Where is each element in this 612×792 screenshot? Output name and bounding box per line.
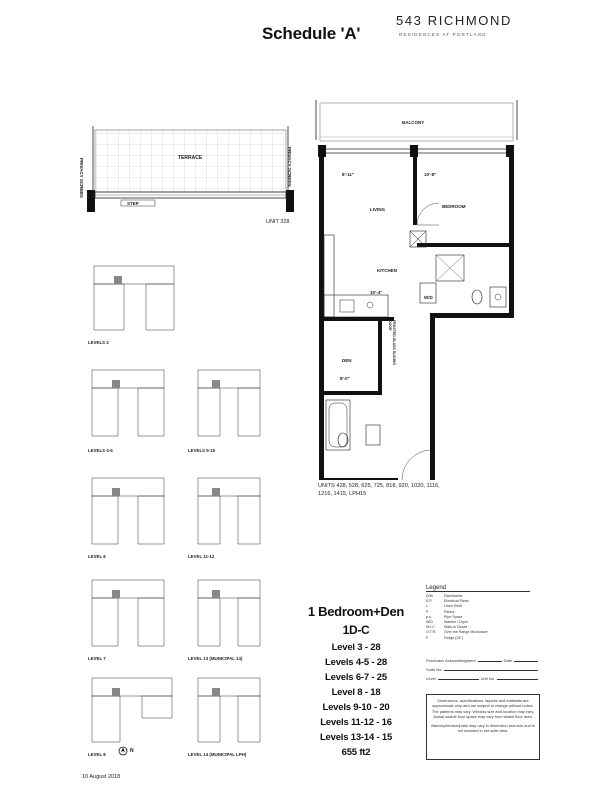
suite-info — [291, 604, 421, 760]
key-plan-label: LEVEL 6 — [88, 554, 106, 559]
key-plan-thumbnail — [84, 258, 184, 338]
key-plan-label: LEVEL 14 (MUNICIPAL LPH) — [188, 752, 247, 757]
suite-type: 1 Bedroom+Den — [307, 604, 405, 619]
terrace-label: TERRACE — [178, 155, 203, 161]
level-field[interactable] — [438, 679, 479, 680]
legend-code: D/W — [426, 594, 433, 598]
bedroom-dim: 10'-8" — [424, 172, 437, 177]
unit-no-field[interactable] — [497, 679, 538, 680]
legend-code: L — [426, 604, 428, 609]
date-label: Date — [503, 658, 513, 663]
key-plan-thumbnail — [190, 470, 270, 550]
privacy-screen-label: PRIVACY SCREEN — [287, 147, 292, 187]
legend-desc: Washer / Dryer — [444, 620, 469, 625]
terrace-plan — [85, 122, 300, 222]
den-label: DEN — [342, 358, 352, 363]
document-date: 10 August 2018 — [82, 774, 121, 780]
legend-desc: Pantry — [444, 609, 455, 614]
living-dim: 8'-11" — [342, 172, 354, 177]
suite-area: 655 ft2 — [341, 747, 371, 758]
key-plan-label: LEVEL 8 — [88, 752, 106, 757]
suite-no-field[interactable] — [444, 670, 538, 671]
legend-code: O.T.R. — [426, 630, 437, 635]
legend-desc: Over the Range Microwave — [444, 630, 488, 635]
key-plan-thumbnail — [84, 470, 174, 550]
north-arrow-icon — [118, 746, 128, 756]
den-dim: 8'-0" — [340, 376, 350, 381]
legend-desc: Walk-in Closet — [444, 625, 468, 630]
legend-code: W/D — [426, 620, 433, 625]
key-plan-thumbnail — [84, 572, 174, 652]
unit-floor-plan — [310, 95, 525, 480]
key-plan-thumbnail — [190, 572, 270, 652]
key-plan-label: LEVELS 9-10 — [188, 448, 216, 453]
level-count: Level 8 - 18 — [331, 687, 381, 698]
brand-logo: 543 RICHMOND — [396, 13, 512, 28]
legend-code: F — [426, 635, 429, 640]
suite-no-label: Suite No. — [426, 667, 443, 672]
legend-desc: Pipe Space — [444, 614, 463, 619]
north-label: N — [130, 748, 134, 754]
key-plan-label: LEVELS 3 — [88, 340, 109, 345]
suite-code: 1D-C — [342, 623, 370, 637]
legend-desc: Linen Shelf — [444, 604, 462, 609]
legend-desc: Dishwasher — [444, 594, 463, 598]
key-plan-label: LEVEL 11-12 — [188, 554, 215, 559]
level-line — [426, 672, 540, 681]
page-title: Schedule 'A' — [262, 24, 361, 43]
purchaser-label: Purchaser Acknowledgment — [426, 658, 476, 663]
level-count: Levels 9-10 - 20 — [322, 702, 390, 713]
living-label: LIVING — [370, 207, 386, 212]
privacy-screen-label: PRIVACY SCREEN — [79, 158, 84, 198]
disclaimer-box — [426, 694, 540, 760]
disclaimer-text: Dimensions, specifications, layouts and materials are approximate only and are subject to change without notice. The patterns may vary. Window size and location may vary. Actual usable floor space may vary from stated floor area. — [431, 698, 535, 720]
legend-desc: Fridge (24") — [444, 635, 463, 640]
disclaimer-text: Balcony/terrace/patio may vary in dimension and size and is not included in net suite area. — [431, 722, 535, 734]
washer-dryer-label: W/D — [424, 295, 433, 300]
key-plan-label: LEVELS 4-5 — [88, 448, 113, 453]
date-field[interactable] — [514, 661, 538, 662]
level-count: Levels 11-12 - 16 — [320, 717, 392, 728]
legend-code: E.P. — [426, 599, 433, 604]
legend-row — [426, 636, 530, 641]
level-count: Level 3 - 28 — [331, 642, 381, 653]
brand-subtitle: RESIDENCES AT PORTLAND — [399, 32, 487, 37]
suite-line — [426, 663, 540, 672]
units-list: UNITS 428, 528, 625, 725, 818, 920, 1020, 1116, 1216, 1415, LPH15 — [318, 483, 440, 497]
level-count: Levels 13-14 - 15 — [319, 732, 393, 743]
unit-reference: UNIT 328 — [266, 219, 290, 225]
level-label: Level — [426, 676, 436, 681]
legend-code: W.I.C. — [426, 625, 436, 630]
legend-code: P — [426, 609, 429, 614]
legend-code: p.s. — [426, 614, 432, 619]
frosted-glass-label: FROSTED GLASS SLIDING DOOR — [388, 320, 396, 365]
purchaser-line — [426, 654, 540, 663]
purchaser-field[interactable] — [478, 661, 502, 662]
legend-desc: Electrical Panel — [444, 599, 469, 604]
key-plan-thumbnail — [190, 362, 270, 442]
key-plan-label: LEVEL 13 (MUNICIPAL 14) — [188, 656, 243, 661]
step-label: STEP — [127, 201, 139, 206]
key-plan-thumbnail — [84, 672, 184, 748]
unit-no-label: Unit No. — [480, 676, 496, 681]
signature-block — [426, 654, 540, 681]
level-count: Levels 4-5 - 28 — [325, 657, 387, 668]
bedroom-label: BEDROOM — [442, 204, 466, 209]
key-plan-thumbnail — [190, 672, 270, 748]
level-count: Levels 6-7 - 25 — [325, 672, 387, 683]
legend — [426, 585, 530, 641]
kitchen-label: KITCHEN — [377, 268, 397, 273]
kitchen-dim: 10'-4" — [370, 290, 383, 295]
legend-title: Legend — [426, 585, 530, 592]
key-plan-label: LEVEL 7 — [88, 656, 106, 661]
balcony-label: BALCONY — [402, 120, 425, 125]
key-plan-thumbnail — [84, 362, 174, 442]
